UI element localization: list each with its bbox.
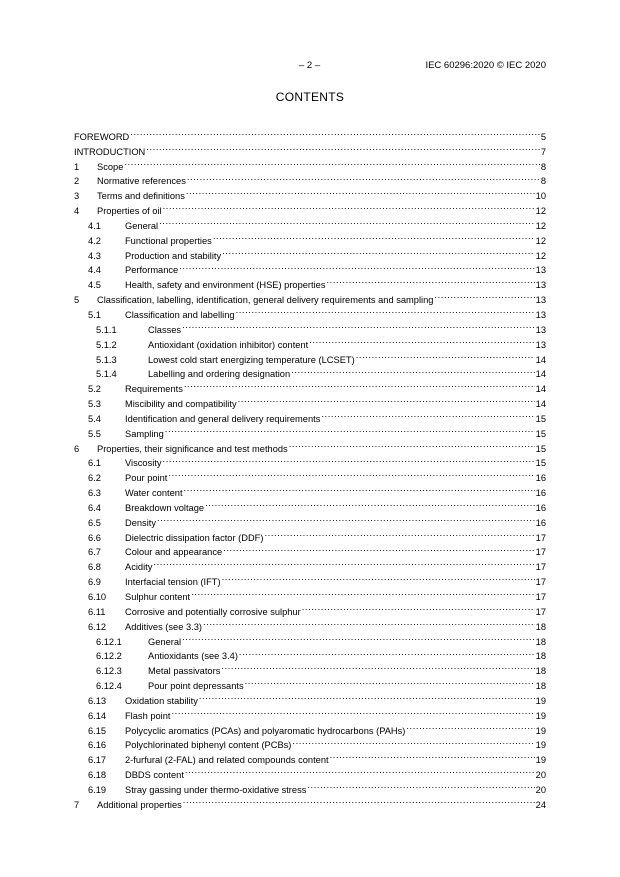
toc-entry-number: 6.6: [88, 532, 101, 543]
toc-entry-page: 19: [535, 710, 546, 721]
toc-entry-page: 18: [535, 681, 546, 692]
toc-entry-title: Colour and appearance: [125, 547, 223, 558]
toc-entry-page: 18: [535, 636, 546, 647]
toc-entry-page: 15: [535, 458, 546, 469]
toc-entry-number: 6.7: [88, 547, 101, 558]
toc-dot-leader: [239, 645, 535, 660]
toc-entry-number: 4.4: [88, 265, 101, 276]
toc-entry-page: 20: [535, 770, 546, 781]
toc-entry-title: Miscibility and compatibility: [125, 399, 237, 410]
toc-entry-page: 17: [535, 547, 546, 558]
toc-entry-number: 5.4: [88, 413, 101, 424]
toc-entry-title: Polychlorinated biphenyl content (PCBs): [125, 740, 292, 751]
toc-dot-leader: [183, 793, 535, 808]
toc-entry-title: Acidity: [125, 562, 153, 573]
toc-entry-number: 6.12.1: [96, 636, 122, 647]
toc-entry-page: 5: [540, 131, 546, 142]
toc-dot-leader: [222, 570, 535, 585]
toc-entry-title: DBDS content: [125, 770, 184, 781]
toc-entry-page: 16: [535, 502, 546, 513]
toc-entry-number: 6.1: [88, 458, 101, 469]
toc-entry-page: 12: [535, 235, 546, 246]
toc-entry-title: Stray gassing under thermo-oxidative stress: [125, 784, 307, 795]
toc-entry-page: 15: [535, 443, 546, 454]
toc-dot-leader: [321, 407, 534, 422]
toc-entry-title: Properties, their significance and test methods: [97, 443, 288, 454]
toc-entry-number: 6: [74, 443, 80, 454]
toc-entry-title: INTRODUCTION: [74, 146, 146, 157]
contents-title: CONTENTS: [275, 90, 345, 104]
toc-entry-page: 18: [535, 666, 546, 677]
toc-entry-number: 6.11: [88, 606, 106, 617]
toc-entry-number: 5.5: [88, 428, 101, 439]
toc-entry-number: 5: [74, 295, 80, 306]
toc-entry-number: 5.1.3: [96, 354, 117, 365]
toc-entry-page: 17: [535, 577, 546, 588]
document-reference: IEC 60296:2020 © IEC 2020: [425, 60, 546, 71]
toc-entry-title: Corrosive and potentially corrosive sulphur: [125, 606, 301, 617]
toc-dot-leader: [184, 481, 535, 496]
toc-dot-leader: [264, 526, 534, 541]
toc-entry-title: General: [148, 636, 182, 647]
toc-entry-number: 5.1.1: [96, 324, 117, 335]
toc-dot-leader: [291, 363, 535, 378]
toc-entry-title: Polycyclic aromatics (PCAs) and polyaromatic hydrocarbons (PAHs): [125, 725, 406, 736]
toc-entry-number: 7: [74, 799, 80, 810]
toc-dot-leader: [245, 674, 535, 689]
toc-entry-page: 16: [535, 488, 546, 499]
toc-dot-leader: [330, 748, 535, 763]
toc-dot-leader: [327, 273, 535, 288]
toc-entry-number: 6.14: [88, 710, 107, 721]
toc-entry-page: 14: [535, 354, 546, 365]
toc-entry-title: FOREWORD: [74, 131, 130, 142]
toc-dot-leader: [168, 466, 534, 481]
toc-entry-page: 13: [535, 309, 546, 320]
toc-entry-page: 14: [535, 399, 546, 410]
toc-entry-page: 13: [535, 295, 546, 306]
toc-dot-leader: [236, 303, 535, 318]
toc-dot-leader: [185, 763, 535, 778]
toc-dot-leader: [157, 511, 535, 526]
toc-entry-page: 12: [535, 250, 546, 261]
toc-entry-number: 6.4: [88, 502, 101, 513]
toc-dot-leader: [146, 140, 540, 155]
toc-entry-title: Water content: [125, 488, 183, 499]
toc-entry-page: 17: [535, 592, 546, 602]
toc-entry-title: Identification and general delivery requirements: [125, 413, 321, 424]
toc-dot-leader: [222, 244, 535, 259]
toc-entry-page: 20: [535, 784, 546, 795]
toc-entry-title: Labelling and ordering designation: [148, 369, 291, 380]
toc-entry-page: 13: [535, 339, 546, 350]
toc-dot-leader: [292, 734, 534, 749]
toc-entry-number: 5.3: [88, 399, 101, 410]
toc-entry-number: 5.1.2: [96, 339, 117, 350]
toc-entry-page: 14: [535, 384, 546, 395]
toc-dot-leader: [153, 555, 534, 570]
page-number: – 2 –: [299, 60, 321, 71]
toc-dot-leader: [184, 377, 535, 392]
toc-entry-page: 10: [535, 191, 546, 202]
toc-dot-leader: [191, 585, 535, 600]
toc-entry-number: 6.16: [88, 740, 107, 751]
toc-entry-title: Classes: [148, 324, 182, 335]
toc-dot-leader: [130, 125, 540, 140]
toc-entry-number: 4.3: [88, 250, 101, 261]
toc-dot-leader: [356, 348, 535, 363]
toc-entry-number: 6.8: [88, 562, 101, 573]
toc-dot-leader: [165, 422, 535, 437]
toc-dot-leader: [406, 719, 534, 734]
toc-entry-number: 6.13: [88, 695, 107, 706]
toc-entry-page: 18: [535, 621, 546, 632]
toc-dot-leader: [302, 600, 535, 615]
toc-entry-page: 8: [540, 176, 546, 187]
toc-dot-leader: [221, 659, 534, 674]
toc-dot-leader: [179, 259, 534, 274]
toc-dot-leader: [289, 437, 535, 452]
toc-entry-number: 4.5: [88, 280, 101, 291]
toc-entry-title: Production and stability: [125, 250, 222, 261]
toc-entry-number: 6.2: [88, 473, 101, 484]
toc-dot-leader: [213, 229, 535, 244]
toc-entry-title: Additional properties: [97, 799, 182, 810]
toc-entry[interactable]: [74, 170, 546, 185]
toc-entry-page: 16: [535, 473, 546, 484]
toc-entry-page: 15: [535, 413, 546, 424]
toc-entry-page: 19: [535, 725, 546, 736]
toc-entry-number: 4.1: [88, 220, 101, 231]
toc-entry-title: Performance: [125, 265, 179, 276]
toc-dot-leader: [163, 452, 535, 467]
toc-entry-page: 12: [535, 220, 546, 231]
toc-dot-leader: [182, 630, 535, 645]
toc-entry-title: Properties of oil: [97, 206, 162, 217]
toc-entry-title: Antioxidants (see 3.4): [148, 651, 238, 662]
toc-dot-leader: [223, 541, 534, 556]
toc-dot-leader: [182, 318, 535, 333]
page-header: [74, 60, 546, 74]
toc-entry-title: Sulphur content: [125, 592, 191, 602]
toc-entry-number: 5.1: [88, 309, 101, 320]
toc-dot-leader: [434, 288, 534, 303]
toc-dot-leader: [199, 689, 535, 704]
toc-dot-leader: [238, 392, 535, 407]
toc-dot-leader: [163, 199, 535, 214]
toc-entry-title: Normative references: [97, 176, 186, 187]
toc-entry-page: 17: [535, 532, 546, 543]
toc-dot-leader: [171, 704, 534, 719]
toc-entry-page: 8: [540, 161, 546, 172]
toc-entry-page: 15: [535, 428, 546, 439]
toc-dot-leader: [307, 778, 534, 793]
toc-entry-title: Classification, labelling, identification, general delivery requirements and sampling: [97, 295, 434, 306]
toc-entry-number: 6.12.4: [96, 681, 122, 692]
toc-entry-page: 19: [535, 755, 546, 766]
toc-dot-leader: [159, 214, 535, 229]
toc-entry[interactable]: [74, 155, 546, 170]
toc-entry-page: 17: [535, 606, 546, 617]
toc-entry-title: Terms and definitions: [97, 191, 185, 202]
toc-entry-title: Scope: [97, 161, 124, 172]
toc-entry-page: 19: [535, 695, 546, 706]
toc-entry-number: 6.19: [88, 784, 107, 795]
toc-entry-page: 13: [535, 265, 546, 276]
toc-entry-title: Requirements: [125, 384, 183, 395]
toc-entry-number: 6.18: [88, 770, 107, 781]
toc-entry-title: Pour point: [125, 473, 168, 484]
toc-entry-page: 7: [540, 146, 546, 157]
toc-entry-number: 4.2: [88, 235, 101, 246]
toc-entry-number: 6.9: [88, 577, 101, 588]
toc-entry-number: 6.12.2: [96, 651, 122, 662]
toc-dot-leader: [205, 496, 535, 511]
toc-entry-number: 5.2: [88, 384, 101, 395]
toc-dot-leader: [187, 170, 540, 185]
toc-entry-title: Dielectric dissipation factor (DDF): [125, 532, 264, 543]
toc-entry-number: 6.5: [88, 517, 101, 528]
toc-entry-title: Functional properties: [125, 235, 212, 246]
toc-entry-title: 2-furfural (2-FAL) and related compounds content: [125, 755, 329, 766]
toc-dot-leader: [186, 184, 535, 199]
toc-entry-title: Classification and labelling: [125, 309, 235, 320]
toc-entry[interactable]: [74, 125, 546, 140]
toc-entry-title: Breakdown voltage: [125, 502, 205, 513]
toc-entry-page: 16: [535, 517, 546, 528]
toc-entry-number: 6.12.3: [96, 666, 122, 677]
toc-entry-page: 19: [535, 740, 546, 751]
toc-entry-title: Pour point depressants: [148, 681, 244, 692]
toc-entry-number: 2: [74, 176, 80, 187]
toc-entry-number: 6.17: [88, 755, 107, 766]
toc-entry-title: Lowest cold start energizing temperature (LCSET): [148, 354, 355, 365]
toc-entry-number: 1: [74, 161, 80, 172]
toc-dot-leader: [124, 155, 539, 170]
toc-entry-number: 3: [74, 191, 80, 202]
toc-entry-number: 6.12: [88, 621, 107, 632]
toc-dot-leader: [309, 333, 534, 348]
toc-entry-number: 4: [74, 206, 80, 217]
toc-entry-title: Health, safety and environment (HSE) properties: [125, 280, 326, 291]
toc-entry-number: 6.3: [88, 488, 101, 499]
toc-entry[interactable]: [74, 140, 546, 155]
toc-entry-number: 6.10: [88, 592, 107, 602]
toc-entry-number: 6.15: [88, 725, 107, 736]
toc-entry-page: 24: [535, 799, 546, 810]
toc-entry-title: Additives (see 3.3): [125, 621, 202, 632]
table-of-contents: [74, 125, 546, 808]
toc-entry-title: Sampling: [125, 428, 164, 439]
toc-entry-title: Antioxidant (oxidation inhibitor) content: [148, 339, 309, 350]
toc-entry-title: Metal passivators: [148, 666, 221, 677]
toc-entry-page: 18: [535, 651, 546, 662]
toc-entry-page: 13: [535, 324, 546, 335]
toc-entry-title: Interfacial tension (IFT): [125, 577, 221, 588]
toc-entry-page: 13: [535, 280, 546, 291]
toc-entry-page: 12: [535, 206, 546, 217]
toc-entry-page: 14: [535, 369, 546, 380]
toc-entry-title: Flash point: [125, 710, 171, 721]
toc-entry-title: General: [125, 220, 159, 231]
toc-entry-title: Oxidation stability: [125, 695, 198, 706]
toc-entry-title: Viscosity: [125, 458, 162, 469]
toc-entry-title: Density: [125, 517, 157, 528]
toc-dot-leader: [203, 615, 535, 630]
toc-entry-number: 5.1.4: [96, 369, 117, 380]
toc-entry-page: 17: [535, 562, 546, 573]
